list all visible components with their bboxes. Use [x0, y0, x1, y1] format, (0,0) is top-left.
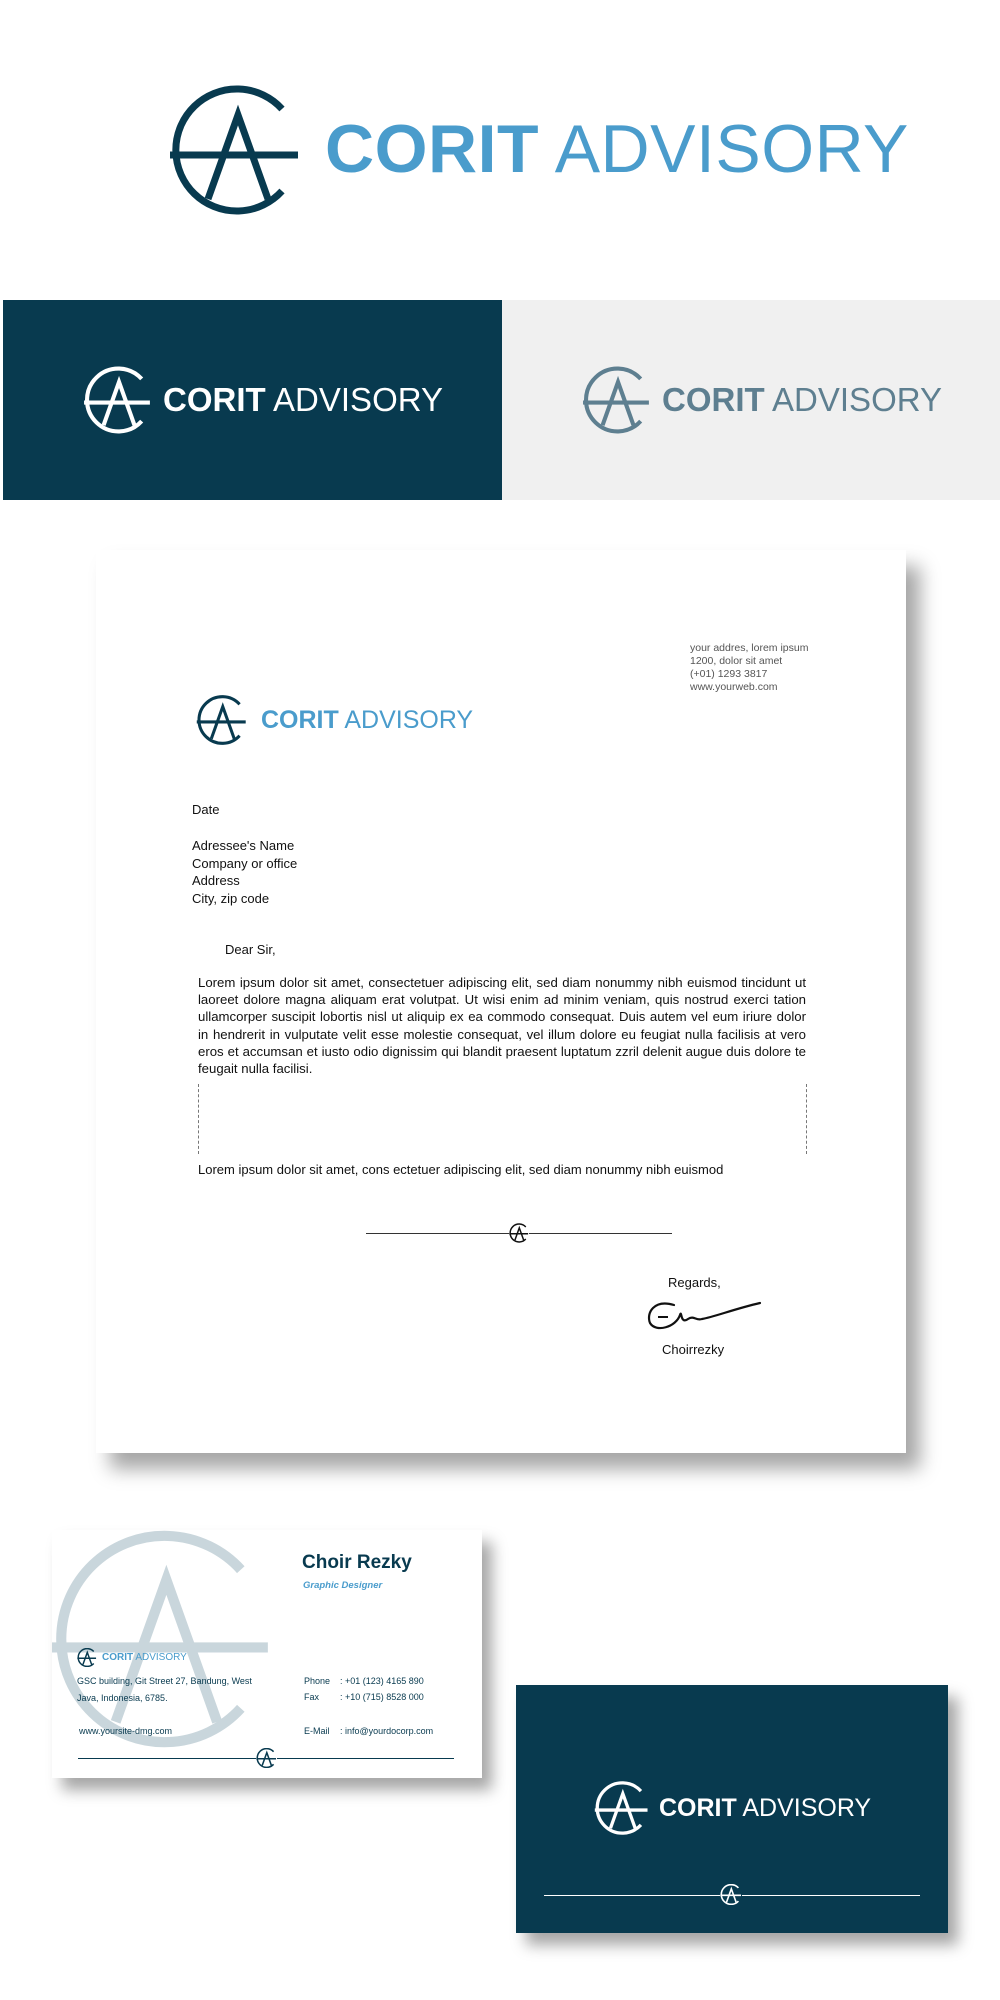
address-line: your addres, lorem ipsum [690, 642, 809, 654]
brand-name-bold: CORIT [662, 381, 765, 418]
brand-name-light: ADVISORY [554, 111, 909, 187]
card-role: Graphic Designer [303, 1580, 383, 1591]
letter-body: Lorem ipsum dolor sit amet, consectetuer adipiscing elit, sed diam nonummy nibh euismod tincidunt ut laoreet dolore magna aliquam erat volutpat. Ut wisi enim ad minim veniam, quis nostrud exerci tation ullamcorper suscipit lobortis nisl ut aliquip ex ea commodo consequat. Duis autem vel eum iriure dolor in hendrerit in vulputate velit esse molestie consequat, vel illum dolore eu feugiat nulla facilisis at vero eros et accumsan et iusto odio dignissim qui blandit praesent luptatum zzril delenit augue duis dolore te feugait nulla facilisi. [198, 975, 806, 1077]
letterhead-wordmark [261, 706, 473, 735]
recipient-line: City, zip code [192, 890, 270, 906]
brand-name-light: ADVISORY [273, 381, 443, 418]
card-address-line: Java, Indonesia, 6785. [77, 1693, 168, 1703]
ca-monogram-icon [720, 1884, 742, 1905]
address-line: 1200, dolor sit amet [690, 655, 783, 667]
business-card-back [516, 1685, 948, 1933]
date-label: Date [192, 802, 220, 817]
ca-monogram-watermark-icon [52, 1530, 278, 1750]
dark-logo-panel [3, 300, 502, 500]
brand-name-light: ADVISORY [135, 1652, 187, 1663]
recipient-line: Company or office [192, 855, 298, 871]
phone-label: Phone [304, 1676, 331, 1686]
fax-label: Fax [304, 1692, 320, 1702]
dashed-guide-right [806, 1084, 807, 1154]
brand-name-light: ADVISORY [742, 1794, 872, 1822]
email-label: E-Mail [304, 1726, 330, 1736]
business-card-front [52, 1530, 482, 1778]
card-name: Choir Rezky [302, 1552, 412, 1573]
fax-value: : +10 (715) 8528 000 [340, 1692, 424, 1702]
card-back-wordmark [659, 1794, 871, 1823]
regards-label: Regards, [668, 1275, 721, 1290]
sender-address [690, 642, 808, 694]
ca-monogram-icon [582, 366, 652, 434]
main-logo-wordmark [325, 110, 909, 188]
recipient-line: Adressee's Name [192, 838, 295, 853]
ca-monogram-icon [83, 366, 153, 434]
brand-name-bold: CORIT [659, 1794, 737, 1822]
closing-line: Lorem ipsum dolor sit amet, cons ectetuer adipiscing elit, sed diam nonummy nibh euismod [198, 1162, 724, 1177]
address-line: www.yourweb.com [690, 681, 778, 693]
main-logo [168, 85, 304, 215]
recipient-block [192, 837, 297, 907]
brand-name-light: ADVISORY [344, 706, 474, 734]
ca-monogram-icon [594, 1781, 650, 1835]
brand-name-bold: CORIT [102, 1652, 134, 1663]
signature-image [644, 1295, 764, 1335]
ca-monogram-icon [256, 1748, 277, 1768]
card-wordmark [102, 1652, 187, 1663]
letterhead-sheet [96, 550, 906, 1453]
ca-monogram-icon [509, 1223, 529, 1243]
phone-value: : +01 (123) 4165 890 [340, 1676, 424, 1686]
light-logo-panel [502, 300, 1000, 500]
salutation: Dear Sir, [225, 942, 276, 957]
card-address-line: GSC building, Git Street 27, Bandung, West [77, 1676, 252, 1686]
signer-name: Choirrezky [662, 1342, 725, 1357]
ca-monogram-icon [168, 85, 304, 215]
recipient-line: Address [192, 873, 240, 888]
ca-monogram-icon [196, 695, 248, 745]
brand-name-bold: CORIT [325, 111, 540, 187]
panel-wordmark [662, 381, 942, 419]
brand-name-bold: CORIT [163, 381, 266, 418]
dashed-guide-left [198, 1084, 199, 1154]
panel-wordmark [163, 381, 443, 419]
brand-name-light: ADVISORY [772, 381, 942, 418]
address-line: (+01) 1293 3817 [690, 668, 768, 680]
ca-monogram-icon [77, 1648, 97, 1667]
email-value: : info@yourdocorp.com [340, 1726, 434, 1736]
card-website: www.yoursite-dmg.com [79, 1726, 173, 1736]
brand-name-bold: CORIT [261, 706, 339, 734]
